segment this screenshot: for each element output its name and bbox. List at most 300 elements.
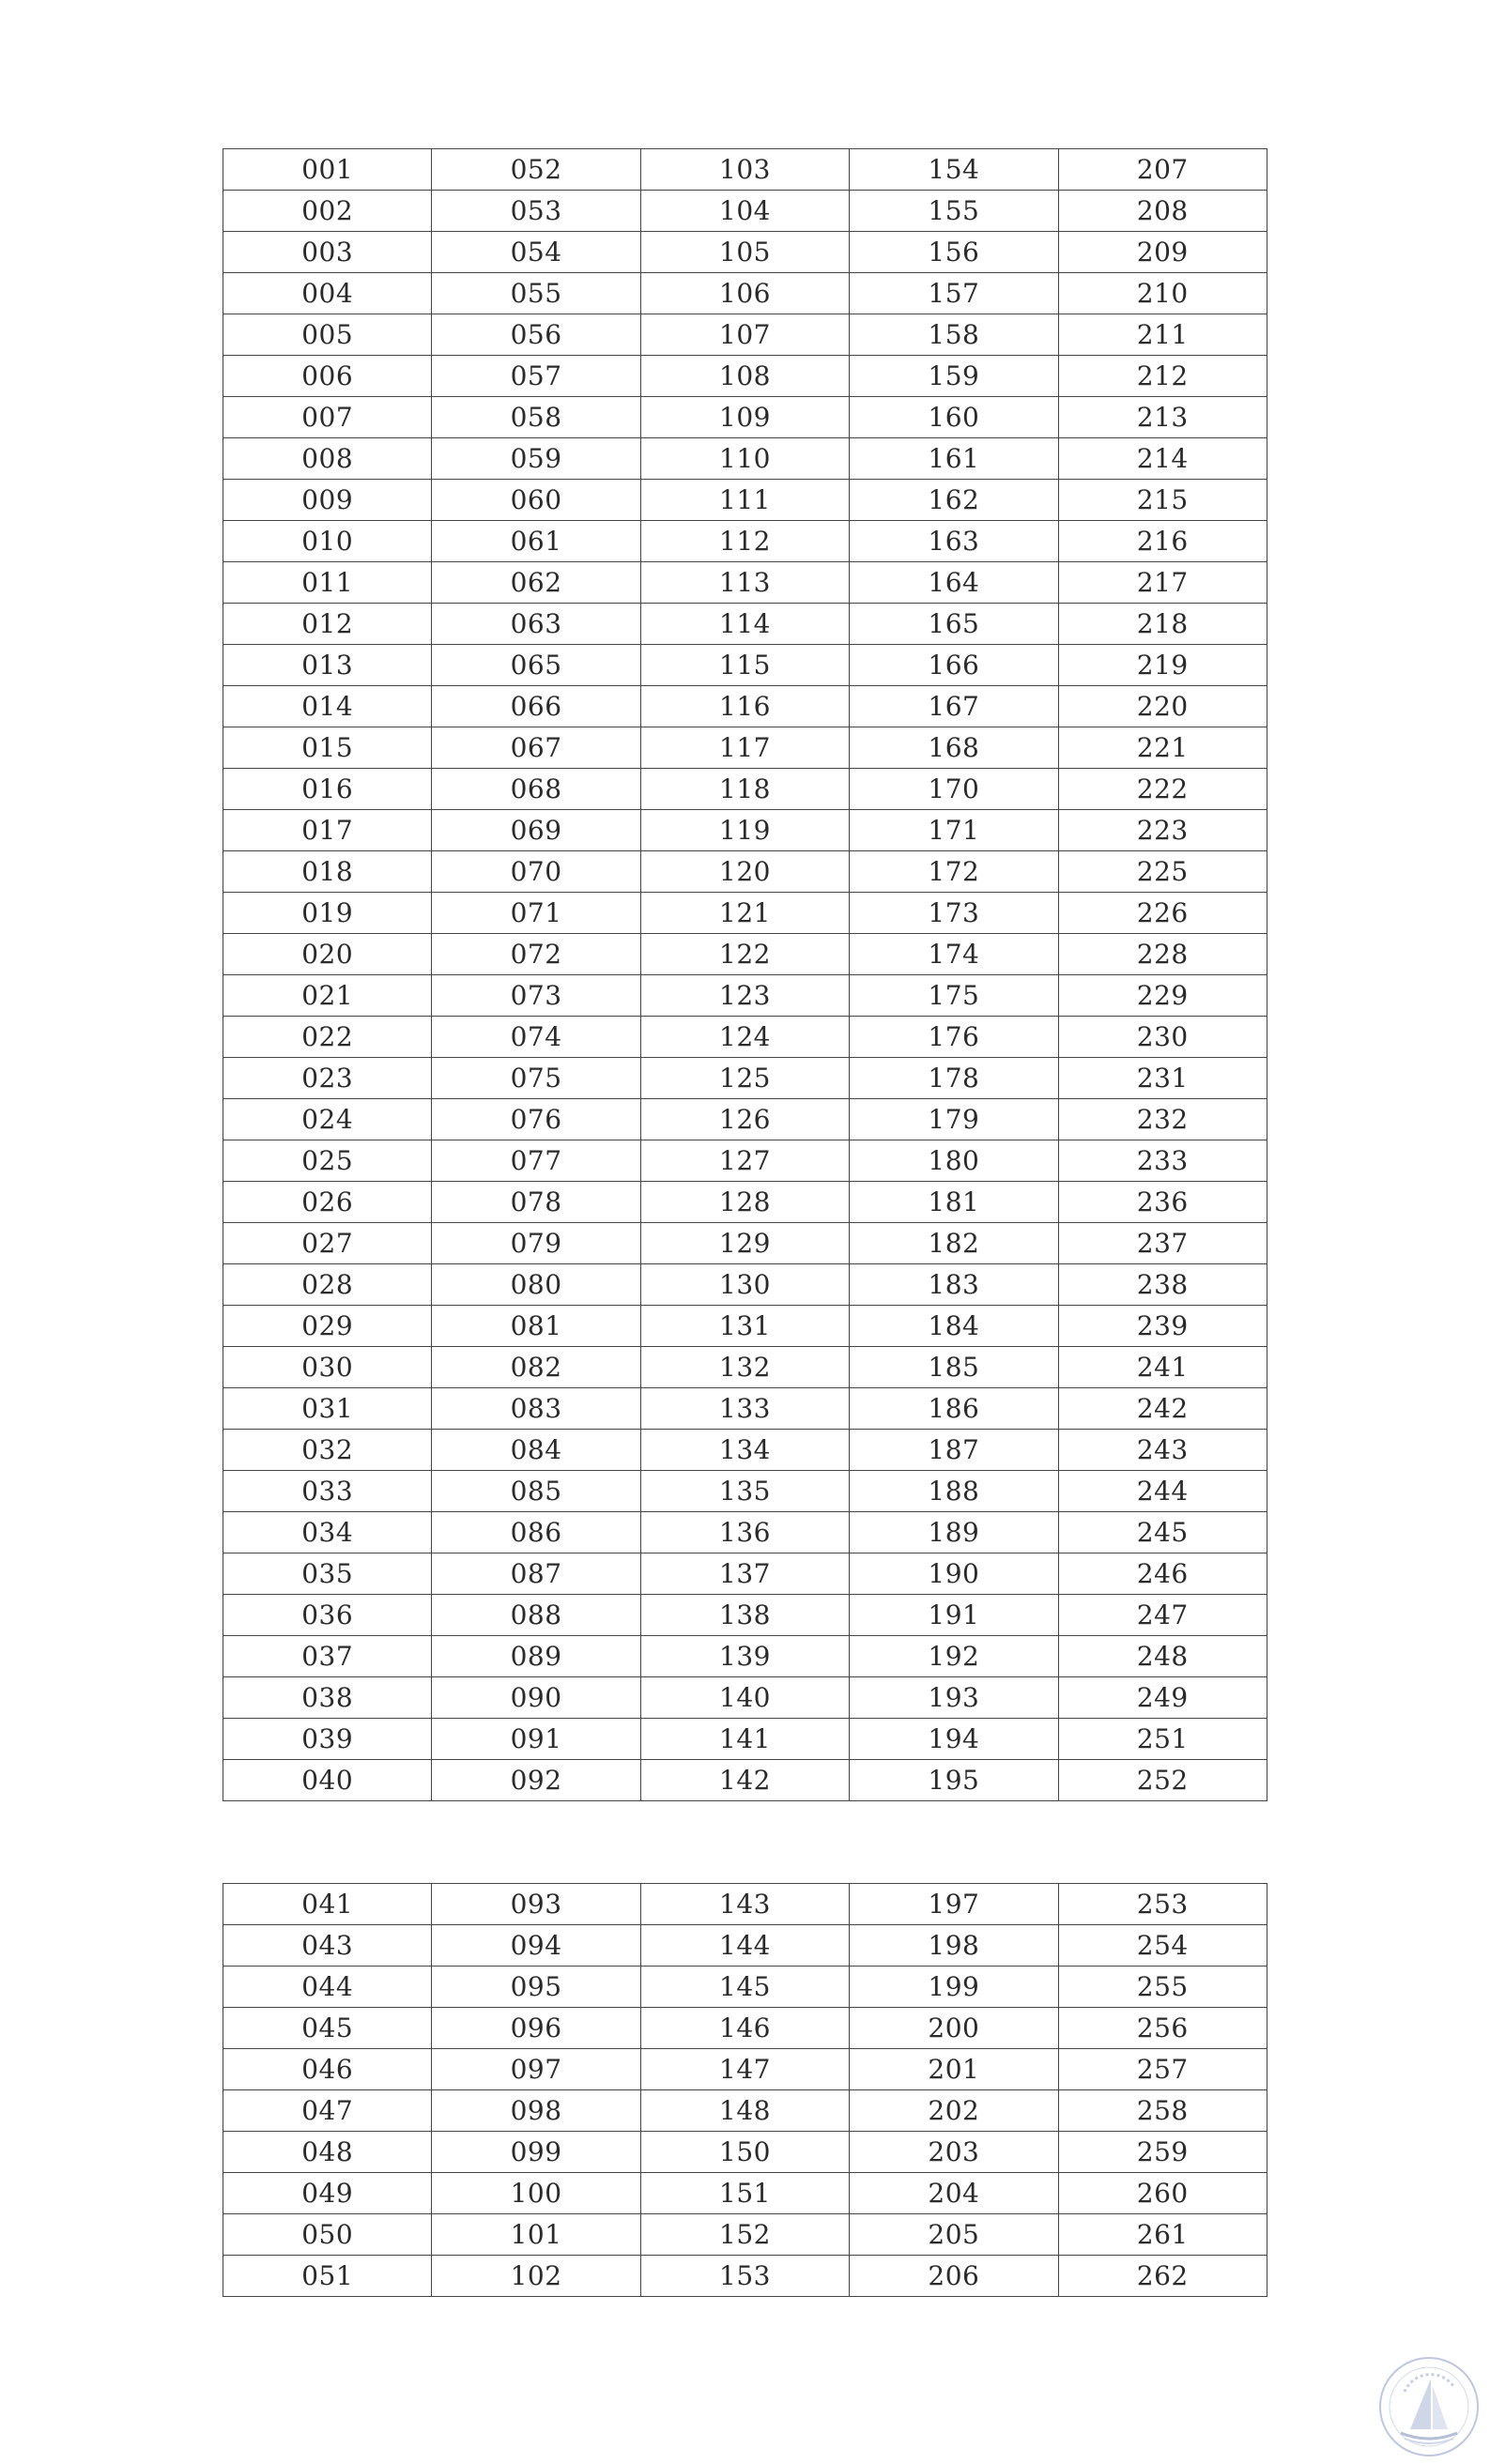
table-cell: 005 bbox=[223, 314, 432, 356]
table-cell: 188 bbox=[850, 1471, 1058, 1512]
table-cell: 254 bbox=[1058, 1925, 1267, 1967]
table-cell: 156 bbox=[850, 232, 1058, 273]
table-cell: 173 bbox=[850, 893, 1058, 934]
table-cell: 099 bbox=[432, 2132, 640, 2173]
number-table-part-1 bbox=[223, 148, 1267, 1801]
table-cell: 192 bbox=[850, 1636, 1058, 1677]
table-cell: 172 bbox=[850, 851, 1058, 893]
table-cell: 047 bbox=[223, 2090, 432, 2132]
table-cell: 043 bbox=[223, 1925, 432, 1967]
table-cell: 171 bbox=[850, 810, 1058, 851]
table-cell: 217 bbox=[1058, 562, 1267, 604]
table-cell: 137 bbox=[640, 1553, 849, 1595]
table-cell: 081 bbox=[432, 1306, 640, 1347]
table-cell: 076 bbox=[432, 1099, 640, 1140]
table-row bbox=[223, 314, 1267, 356]
table-cell: 067 bbox=[432, 727, 640, 769]
table-cell: 183 bbox=[850, 1264, 1058, 1306]
table-row bbox=[223, 149, 1267, 191]
table-row bbox=[223, 934, 1267, 975]
table-cell: 174 bbox=[850, 934, 1058, 975]
table-cell: 160 bbox=[850, 397, 1058, 438]
table-cell: 262 bbox=[1058, 2256, 1267, 2297]
table-row bbox=[223, 1677, 1267, 1719]
table-row bbox=[223, 1430, 1267, 1471]
table-cell: 073 bbox=[432, 975, 640, 1017]
table-cell: 253 bbox=[1058, 1884, 1267, 1925]
table-cell: 055 bbox=[432, 273, 640, 314]
table-cell: 244 bbox=[1058, 1471, 1267, 1512]
table-cell: 248 bbox=[1058, 1636, 1267, 1677]
table-cell: 146 bbox=[640, 2008, 849, 2049]
table-cell: 074 bbox=[432, 1017, 640, 1058]
table-cell: 090 bbox=[432, 1677, 640, 1719]
table-cell: 228 bbox=[1058, 934, 1267, 975]
table-cell: 018 bbox=[223, 851, 432, 893]
table-cell: 251 bbox=[1058, 1719, 1267, 1760]
table-cell: 086 bbox=[432, 1512, 640, 1553]
table-row bbox=[223, 1017, 1267, 1058]
table-cell: 154 bbox=[850, 149, 1058, 191]
table-cell: 181 bbox=[850, 1182, 1058, 1223]
table-cell: 184 bbox=[850, 1306, 1058, 1347]
table-row bbox=[223, 2173, 1267, 2214]
table-cell: 249 bbox=[1058, 1677, 1267, 1719]
table-cell: 057 bbox=[432, 356, 640, 397]
table-cell: 180 bbox=[850, 1140, 1058, 1182]
table-cell: 068 bbox=[432, 769, 640, 810]
table-cell: 105 bbox=[640, 232, 849, 273]
table-cell: 241 bbox=[1058, 1347, 1267, 1388]
table-cell: 226 bbox=[1058, 893, 1267, 934]
table-cell: 145 bbox=[640, 1967, 849, 2008]
table-row bbox=[223, 1884, 1267, 1925]
table-cell: 010 bbox=[223, 521, 432, 562]
table-cell: 165 bbox=[850, 604, 1058, 645]
table-cell: 151 bbox=[640, 2173, 849, 2214]
table-cell: 198 bbox=[850, 1925, 1058, 1967]
table-cell: 219 bbox=[1058, 645, 1267, 686]
table-row bbox=[223, 1553, 1267, 1595]
table-cell: 115 bbox=[640, 645, 849, 686]
table-cell: 084 bbox=[432, 1430, 640, 1471]
table-cell: 175 bbox=[850, 975, 1058, 1017]
table-cell: 150 bbox=[640, 2132, 849, 2173]
table-cell: 237 bbox=[1058, 1223, 1267, 1264]
table-cell: 006 bbox=[223, 356, 432, 397]
table-row bbox=[223, 232, 1267, 273]
table-row bbox=[223, 851, 1267, 893]
table-cell: 107 bbox=[640, 314, 849, 356]
table-cell: 095 bbox=[432, 1967, 640, 2008]
table-cell: 252 bbox=[1058, 1760, 1267, 1801]
table-cell: 201 bbox=[850, 2049, 1058, 2090]
table-cell: 001 bbox=[223, 149, 432, 191]
table-cell: 063 bbox=[432, 604, 640, 645]
table-cell: 069 bbox=[432, 810, 640, 851]
table-row bbox=[223, 191, 1267, 232]
table-cell: 214 bbox=[1058, 438, 1267, 480]
table-cell: 110 bbox=[640, 438, 849, 480]
table-cell: 127 bbox=[640, 1140, 849, 1182]
table-row bbox=[223, 480, 1267, 521]
table-cell: 191 bbox=[850, 1595, 1058, 1636]
table-row bbox=[223, 1388, 1267, 1430]
table-cell: 030 bbox=[223, 1347, 432, 1388]
table-cell: 144 bbox=[640, 1925, 849, 1967]
table-cell: 135 bbox=[640, 1471, 849, 1512]
table-cell: 078 bbox=[432, 1182, 640, 1223]
table-row bbox=[223, 686, 1267, 727]
table-cell: 202 bbox=[850, 2090, 1058, 2132]
table-cell: 004 bbox=[223, 273, 432, 314]
table-cell: 089 bbox=[432, 1636, 640, 1677]
table-cell: 116 bbox=[640, 686, 849, 727]
table-cell: 053 bbox=[432, 191, 640, 232]
table-cell: 041 bbox=[223, 1884, 432, 1925]
table-row bbox=[223, 645, 1267, 686]
table-row bbox=[223, 1925, 1267, 1967]
table-cell: 141 bbox=[640, 1719, 849, 1760]
table-cell: 103 bbox=[640, 149, 849, 191]
table-cell: 186 bbox=[850, 1388, 1058, 1430]
table-row bbox=[223, 975, 1267, 1017]
table-cell: 083 bbox=[432, 1388, 640, 1430]
table-cell: 216 bbox=[1058, 521, 1267, 562]
table-cell: 126 bbox=[640, 1099, 849, 1140]
table-cell: 200 bbox=[850, 2008, 1058, 2049]
number-table-body bbox=[223, 149, 1267, 1801]
table-cell: 225 bbox=[1058, 851, 1267, 893]
table-row bbox=[223, 1347, 1267, 1388]
table-cell: 104 bbox=[640, 191, 849, 232]
table-cell: 194 bbox=[850, 1719, 1058, 1760]
table-cell: 087 bbox=[432, 1553, 640, 1595]
table-cell: 025 bbox=[223, 1140, 432, 1182]
table-cell: 152 bbox=[640, 2214, 849, 2256]
table-row bbox=[223, 562, 1267, 604]
table-cell: 187 bbox=[850, 1430, 1058, 1471]
table-cell: 205 bbox=[850, 2214, 1058, 2256]
table-cell: 020 bbox=[223, 934, 432, 975]
table-cell: 119 bbox=[640, 810, 849, 851]
table-cell: 122 bbox=[640, 934, 849, 975]
table-cell: 236 bbox=[1058, 1182, 1267, 1223]
table-cell: 108 bbox=[640, 356, 849, 397]
table-cell: 204 bbox=[850, 2173, 1058, 2214]
table-cell: 121 bbox=[640, 893, 849, 934]
table-cell: 210 bbox=[1058, 273, 1267, 314]
table-row bbox=[223, 1223, 1267, 1264]
table-cell: 029 bbox=[223, 1306, 432, 1347]
table-cell: 206 bbox=[850, 2256, 1058, 2297]
table-cell: 096 bbox=[432, 2008, 640, 2049]
table-cell: 158 bbox=[850, 314, 1058, 356]
table-cell: 161 bbox=[850, 438, 1058, 480]
table-cell: 109 bbox=[640, 397, 849, 438]
table-cell: 212 bbox=[1058, 356, 1267, 397]
table-row bbox=[223, 273, 1267, 314]
table-row bbox=[223, 1719, 1267, 1760]
table-cell: 218 bbox=[1058, 604, 1267, 645]
table-row bbox=[223, 2132, 1267, 2173]
table-cell: 101 bbox=[432, 2214, 640, 2256]
table-cell: 091 bbox=[432, 1719, 640, 1760]
table-row bbox=[223, 2049, 1267, 2090]
table-cell: 193 bbox=[850, 1677, 1058, 1719]
table-cell: 056 bbox=[432, 314, 640, 356]
table-cell: 123 bbox=[640, 975, 849, 1017]
table-cell: 040 bbox=[223, 1760, 432, 1801]
table-cell: 097 bbox=[432, 2049, 640, 2090]
table-cell: 166 bbox=[850, 645, 1058, 686]
table-cell: 189 bbox=[850, 1512, 1058, 1553]
table-cell: 120 bbox=[640, 851, 849, 893]
table-cell: 019 bbox=[223, 893, 432, 934]
table-cell: 153 bbox=[640, 2256, 849, 2297]
table-cell: 014 bbox=[223, 686, 432, 727]
table-row bbox=[223, 1636, 1267, 1677]
table-cell: 255 bbox=[1058, 1967, 1267, 2008]
table-row bbox=[223, 893, 1267, 934]
table-cell: 163 bbox=[850, 521, 1058, 562]
table-row bbox=[223, 727, 1267, 769]
table-cell: 124 bbox=[640, 1017, 849, 1058]
table-cell: 071 bbox=[432, 893, 640, 934]
table-cell: 013 bbox=[223, 645, 432, 686]
table-row bbox=[223, 2256, 1267, 2297]
table-cell: 054 bbox=[432, 232, 640, 273]
table-cell: 247 bbox=[1058, 1595, 1267, 1636]
table-cell: 213 bbox=[1058, 397, 1267, 438]
table-cell: 147 bbox=[640, 2049, 849, 2090]
table-cell: 050 bbox=[223, 2214, 432, 2256]
table-cell: 260 bbox=[1058, 2173, 1267, 2214]
table-row bbox=[223, 438, 1267, 480]
table-cell: 159 bbox=[850, 356, 1058, 397]
table-row bbox=[223, 521, 1267, 562]
table-cell: 066 bbox=[432, 686, 640, 727]
table-cell: 112 bbox=[640, 521, 849, 562]
table-cell: 258 bbox=[1058, 2090, 1267, 2132]
table-cell: 003 bbox=[223, 232, 432, 273]
table-cell: 017 bbox=[223, 810, 432, 851]
table-row bbox=[223, 397, 1267, 438]
table-cell: 209 bbox=[1058, 232, 1267, 273]
table-cell: 221 bbox=[1058, 727, 1267, 769]
table-cell: 148 bbox=[640, 2090, 849, 2132]
table-cell: 016 bbox=[223, 769, 432, 810]
table-cell: 208 bbox=[1058, 191, 1267, 232]
table-row bbox=[223, 1264, 1267, 1306]
table-cell: 140 bbox=[640, 1677, 849, 1719]
table-cell: 023 bbox=[223, 1058, 432, 1099]
table-cell: 065 bbox=[432, 645, 640, 686]
table-row bbox=[223, 769, 1267, 810]
table-cell: 182 bbox=[850, 1223, 1058, 1264]
table-cell: 021 bbox=[223, 975, 432, 1017]
table-cell: 215 bbox=[1058, 480, 1267, 521]
table-cell: 045 bbox=[223, 2008, 432, 2049]
table-cell: 185 bbox=[850, 1347, 1058, 1388]
table-row bbox=[223, 1058, 1267, 1099]
table-cell: 256 bbox=[1058, 2008, 1267, 2049]
table-cell: 092 bbox=[432, 1760, 640, 1801]
table-cell: 130 bbox=[640, 1264, 849, 1306]
table-row bbox=[223, 2008, 1267, 2049]
table-cell: 199 bbox=[850, 1967, 1058, 2008]
table-cell: 128 bbox=[640, 1182, 849, 1223]
table-cell: 203 bbox=[850, 2132, 1058, 2173]
table-row bbox=[223, 1182, 1267, 1223]
table-row bbox=[223, 1140, 1267, 1182]
number-table-body bbox=[223, 1884, 1267, 2297]
table-cell: 207 bbox=[1058, 149, 1267, 191]
table-cell: 223 bbox=[1058, 810, 1267, 851]
table-cell: 061 bbox=[432, 521, 640, 562]
table-cell: 027 bbox=[223, 1223, 432, 1264]
table-cell: 002 bbox=[223, 191, 432, 232]
table-cell: 048 bbox=[223, 2132, 432, 2173]
table-cell: 168 bbox=[850, 727, 1058, 769]
table-cell: 098 bbox=[432, 2090, 640, 2132]
table-cell: 009 bbox=[223, 480, 432, 521]
table-cell: 079 bbox=[432, 1223, 640, 1264]
table-row bbox=[223, 1512, 1267, 1553]
table-cell: 222 bbox=[1058, 769, 1267, 810]
table-cell: 190 bbox=[850, 1553, 1058, 1595]
table-cell: 136 bbox=[640, 1512, 849, 1553]
table-cell: 051 bbox=[223, 2256, 432, 2297]
table-cell: 197 bbox=[850, 1884, 1058, 1925]
school-seal-logo-icon bbox=[1376, 2354, 1482, 2459]
table-cell: 170 bbox=[850, 769, 1058, 810]
table-cell: 008 bbox=[223, 438, 432, 480]
table-cell: 060 bbox=[432, 480, 640, 521]
table-cell: 022 bbox=[223, 1017, 432, 1058]
table-cell: 028 bbox=[223, 1264, 432, 1306]
table-row bbox=[223, 356, 1267, 397]
table-cell: 052 bbox=[432, 149, 640, 191]
table-cell: 245 bbox=[1058, 1512, 1267, 1553]
table-row bbox=[223, 1595, 1267, 1636]
table-cell: 094 bbox=[432, 1925, 640, 1967]
table-cell: 232 bbox=[1058, 1099, 1267, 1140]
table-cell: 080 bbox=[432, 1264, 640, 1306]
table-cell: 143 bbox=[640, 1884, 849, 1925]
table-cell: 178 bbox=[850, 1058, 1058, 1099]
table-cell: 114 bbox=[640, 604, 849, 645]
table-cell: 038 bbox=[223, 1677, 432, 1719]
table-cell: 024 bbox=[223, 1099, 432, 1140]
table-cell: 106 bbox=[640, 273, 849, 314]
table-cell: 246 bbox=[1058, 1553, 1267, 1595]
table-cell: 129 bbox=[640, 1223, 849, 1264]
table-cell: 179 bbox=[850, 1099, 1058, 1140]
table-cell: 044 bbox=[223, 1967, 432, 2008]
table-cell: 059 bbox=[432, 438, 640, 480]
table-cell: 088 bbox=[432, 1595, 640, 1636]
table-cell: 176 bbox=[850, 1017, 1058, 1058]
table-cell: 125 bbox=[640, 1058, 849, 1099]
table-cell: 133 bbox=[640, 1388, 849, 1430]
table-cell: 162 bbox=[850, 480, 1058, 521]
table-cell: 231 bbox=[1058, 1058, 1267, 1099]
table-cell: 257 bbox=[1058, 2049, 1267, 2090]
table-cell: 139 bbox=[640, 1636, 849, 1677]
table-cell: 035 bbox=[223, 1553, 432, 1595]
table-cell: 072 bbox=[432, 934, 640, 975]
table-cell: 012 bbox=[223, 604, 432, 645]
table-row bbox=[223, 1099, 1267, 1140]
table-cell: 259 bbox=[1058, 2132, 1267, 2173]
table-cell: 134 bbox=[640, 1430, 849, 1471]
table-cell: 039 bbox=[223, 1719, 432, 1760]
table-cell: 118 bbox=[640, 769, 849, 810]
table-row bbox=[223, 1306, 1267, 1347]
table-cell: 049 bbox=[223, 2173, 432, 2214]
table-cell: 046 bbox=[223, 2049, 432, 2090]
table-cell: 211 bbox=[1058, 314, 1267, 356]
table-cell: 026 bbox=[223, 1182, 432, 1223]
table-cell: 077 bbox=[432, 1140, 640, 1182]
table-cell: 034 bbox=[223, 1512, 432, 1553]
table-cell: 164 bbox=[850, 562, 1058, 604]
table-cell: 015 bbox=[223, 727, 432, 769]
table-cell: 033 bbox=[223, 1471, 432, 1512]
table-cell: 113 bbox=[640, 562, 849, 604]
table-cell: 062 bbox=[432, 562, 640, 604]
table-cell: 155 bbox=[850, 191, 1058, 232]
table-cell: 229 bbox=[1058, 975, 1267, 1017]
table-cell: 261 bbox=[1058, 2214, 1267, 2256]
table-row bbox=[223, 604, 1267, 645]
table-row bbox=[223, 2214, 1267, 2256]
table-row bbox=[223, 810, 1267, 851]
table-cell: 220 bbox=[1058, 686, 1267, 727]
table-cell: 075 bbox=[432, 1058, 640, 1099]
table-cell: 238 bbox=[1058, 1264, 1267, 1306]
table-cell: 082 bbox=[432, 1347, 640, 1388]
table-cell: 036 bbox=[223, 1595, 432, 1636]
table-row bbox=[223, 2090, 1267, 2132]
table-cell: 070 bbox=[432, 851, 640, 893]
table-cell: 100 bbox=[432, 2173, 640, 2214]
table-cell: 131 bbox=[640, 1306, 849, 1347]
table-cell: 230 bbox=[1058, 1017, 1267, 1058]
table-row bbox=[223, 1760, 1267, 1801]
table-cell: 085 bbox=[432, 1471, 640, 1512]
table-cell: 138 bbox=[640, 1595, 849, 1636]
table-cell: 037 bbox=[223, 1636, 432, 1677]
table-cell: 157 bbox=[850, 273, 1058, 314]
table-cell: 111 bbox=[640, 480, 849, 521]
table-cell: 242 bbox=[1058, 1388, 1267, 1430]
table-row bbox=[223, 1967, 1267, 2008]
table-cell: 102 bbox=[432, 2256, 640, 2297]
table-cell: 243 bbox=[1058, 1430, 1267, 1471]
table-cell: 233 bbox=[1058, 1140, 1267, 1182]
table-cell: 007 bbox=[223, 397, 432, 438]
table-cell: 239 bbox=[1058, 1306, 1267, 1347]
table-cell: 032 bbox=[223, 1430, 432, 1471]
table-cell: 167 bbox=[850, 686, 1058, 727]
table-cell: 031 bbox=[223, 1388, 432, 1430]
table-cell: 093 bbox=[432, 1884, 640, 1925]
number-table-part-2 bbox=[223, 1883, 1267, 2297]
table-cell: 195 bbox=[850, 1760, 1058, 1801]
table-cell: 132 bbox=[640, 1347, 849, 1388]
